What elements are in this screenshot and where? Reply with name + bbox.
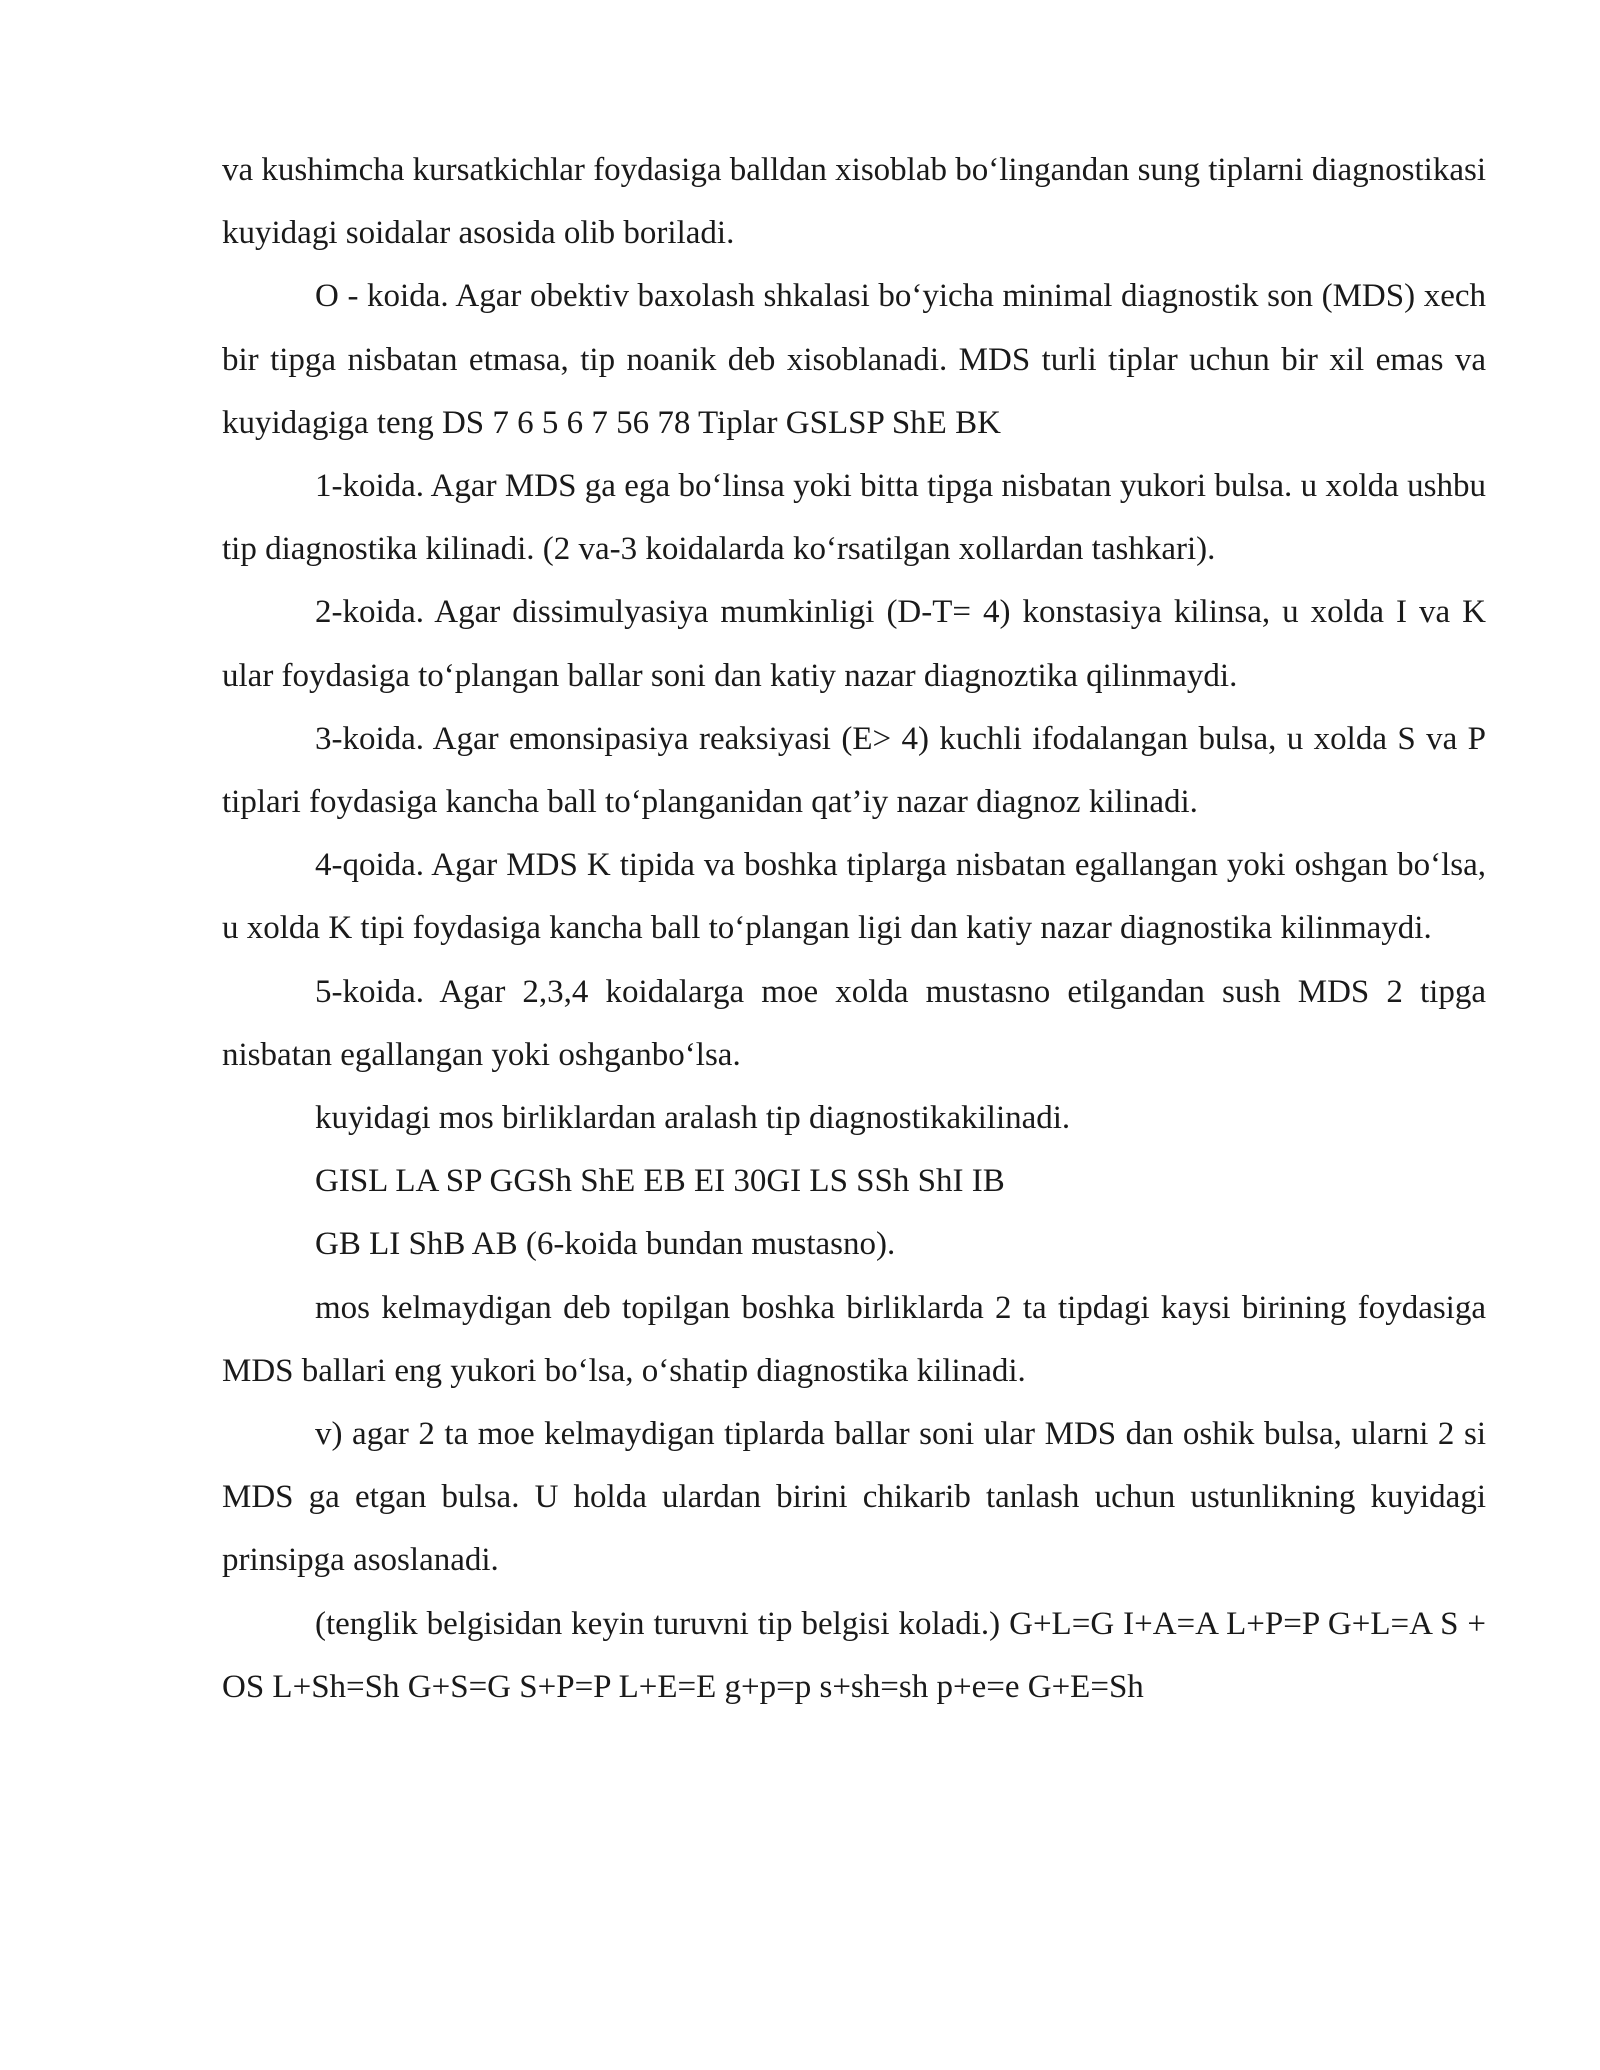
paragraph-type-combinations-cont: GB LI ShB AB (6-koida bundan mustasno).	[315, 1226, 896, 1263]
paragraph-equality-rules: (tenglik belgisidan keyin turuvni tip belgisi koladi.) G+L=G I+A=A L+P=P G+L=A S + OS L+Sh=Sh G+S=G S+P=P L+E=E g+p=p s+sh=sh p+e=e G+E=Sh	[222, 1605, 1486, 1705]
paragraph-intro-continuation: va kushimcha kursatkichlar foydasiga balldan xisoblab bo‘lingandan sung tiplarni diagnostikasi kuyidagi soidalar asosida olib boriladi.	[222, 152, 1486, 252]
document-body	[222, 139, 1486, 1719]
paragraph-rule-0: O - koida. Agar obektiv baxolash shkalasi bo‘yicha minimal diagnostik son (MDS) xech bir tipga nisbatan etmasa, tip noanik deb xisoblanadi. MDS turli tiplar uchun bir xil emas va kuyidagiga teng DS 7 6 5 6 7 56 78 Tiplar GSLSP ShE BK	[222, 278, 1486, 441]
paragraph-rule-4: 4-qoida. Agar MDS K tipida va boshka tiplarga nisbatan egallangan yoki oshgan bo‘lsa, u xolda K tipi foydasiga kancha ball to‘plangan ligi dan katiy nazar diagnostika kilinmaydi.	[222, 847, 1486, 947]
paragraph-mixed-types-intro: kuyidagi mos birliklardan aralash tip diagnostikakilinadi.	[315, 1100, 1071, 1137]
paragraph-rule-v: v) agar 2 ta moe kelmaydigan tiplarda ballar soni ular MDS dan oshik bulsa, ularni 2 si MDS ga etgan bulsa. U holda ulardan birini chikarib tanlash uchun ustunlikning kuyidagi prinsipga asoslanadi.	[222, 1416, 1486, 1579]
paragraph-type-combinations: GISL LA SP GGSh ShE EB EI 30GI LS SSh ShI IB	[315, 1163, 1005, 1200]
paragraph-rule-3: 3-koida. Agar emonsipasiya reaksiyasi (E> 4) kuchli ifodalangan bulsa, u xolda S va P tiplari foydasiga kancha ball to‘planganidan qat’iy nazar diagnoz kilinadi.	[222, 720, 1486, 821]
paragraph-rule-1: 1-koida. Agar MDS ga ega bo‘linsa yoki bitta tipga nisbatan yukori bulsa. u xolda ushbu tip diagnostika kilinadi. (2 va-3 koidalarda ko‘rsatilgan xollardan tashkari).	[222, 468, 1486, 568]
paragraph-rule-2: 2-koida. Agar dissimulyasiya mumkinligi (D-T= 4) konstasiya kilinsa, u xolda I va K ular foydasiga to‘plangan ballar soni dan katiy nazar diagnoztika qilinmaydi.	[222, 594, 1486, 694]
paragraph-rule-5: 5-koida. Agar 2,3,4 koidalarga moe xolda mustasno etilgandan sush MDS 2 tipga nisbatan egallangan yoki oshganbo‘lsa.	[222, 973, 1486, 1073]
paragraph-incompatible-units: mos kelmaydigan deb topilgan boshka birliklarda 2 ta tipdagi kaysi birining foydasiga MDS ballari eng yukori bo‘lsa, o‘shatip diagnostika kilinadi.	[222, 1289, 1486, 1389]
